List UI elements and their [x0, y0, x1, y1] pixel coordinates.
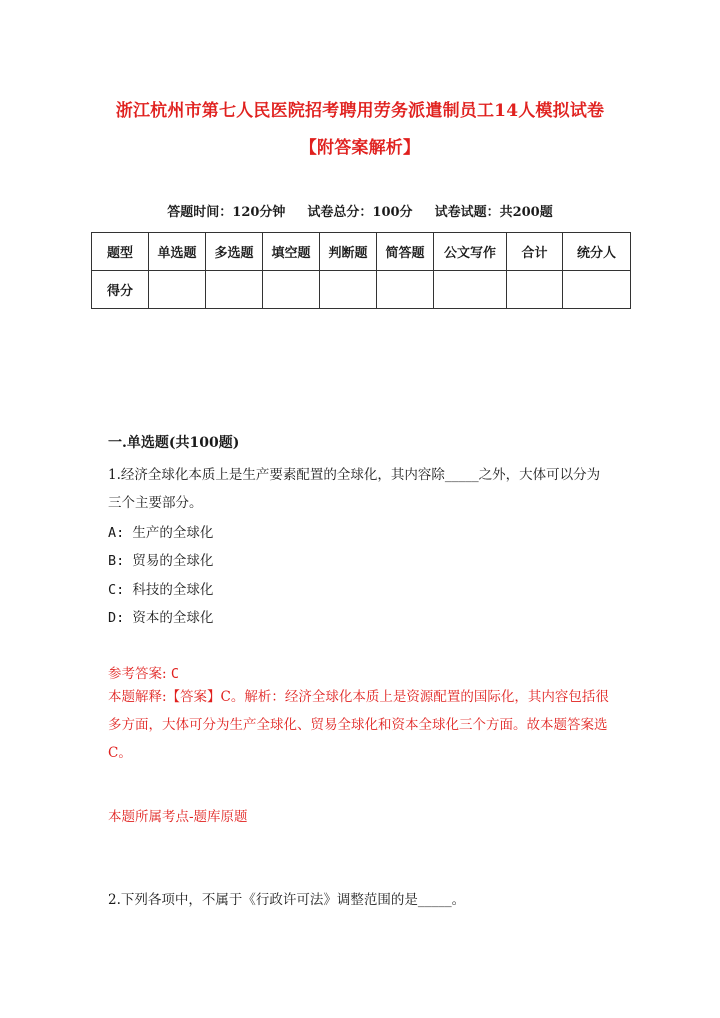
exam-question-count: 试卷试题：共200题 [434, 205, 553, 220]
score-cell [149, 271, 206, 309]
score-table-header: 判断题 [320, 233, 377, 271]
answer-value: C [170, 666, 179, 682]
score-cell [507, 271, 563, 309]
score-table-header: 合计 [507, 233, 563, 271]
score-cell [377, 271, 434, 309]
exam-time: 答题时间：120分钟 [167, 205, 286, 220]
score-table-header: 简答题 [377, 233, 434, 271]
question-1-explanation: 本题解释:【答案】C。解析：经济全球化本质上是资源配置的国际化，其内容包括很多方面，大体可分为生产全球化、贸易全球化和资本全球化三个方面。故本题答案选C。 [108, 689, 609, 761]
option-key: A: [108, 525, 125, 541]
score-cell [434, 271, 507, 309]
score-table-header: 多选题 [206, 233, 263, 271]
document-subtitle: 【附答案解析】 [299, 138, 421, 158]
score-table-header-row [92, 233, 631, 271]
score-table-score-row [92, 271, 631, 309]
score-table [91, 232, 631, 309]
answer-label: 参考答案: [108, 666, 167, 682]
question-1-option-a [108, 521, 213, 541]
question-1-option-b [108, 549, 213, 569]
exam-meta [0, 201, 720, 220]
question-1-option-c [108, 578, 213, 598]
question-1-option-d [108, 606, 213, 626]
question-1-stem: 1.经济全球化本质上是生产要素配置的全球化，其内容除_____之外，大体可以分为三个主要部分。 [108, 467, 601, 511]
option-key: C: [108, 582, 125, 598]
document-title: 浙江杭州市第七人民医院招考聘用劳务派遣制员工14人模拟试卷 [115, 101, 605, 121]
score-table-header: 单选题 [149, 233, 206, 271]
score-table-header: 填空题 [263, 233, 320, 271]
score-cell [563, 271, 631, 309]
option-text: 生产的全球化 [132, 525, 214, 541]
score-table-header: 统分人 [563, 233, 631, 271]
option-text: 资本的全球化 [132, 610, 214, 626]
section-heading: 一.单选题(共100题) [108, 435, 240, 451]
option-key: D: [108, 610, 125, 626]
question-2-stem: 2.下列各项中，不属于《行政许可法》调整范围的是_____。 [108, 892, 466, 908]
option-text: 科技的全球化 [132, 582, 214, 598]
score-cell [320, 271, 377, 309]
score-table-header: 公文写作 [434, 233, 507, 271]
score-row-label: 得分 [92, 271, 149, 309]
score-cell [263, 271, 320, 309]
option-key: B: [108, 553, 125, 569]
question-1-knowledge-point: 本题所属考点-题库原题 [108, 809, 248, 825]
option-text: 贸易的全球化 [132, 553, 214, 569]
question-1-answer [108, 662, 179, 682]
score-cell [206, 271, 263, 309]
exam-total-score: 试卷总分：100分 [307, 205, 413, 220]
score-table-header: 题型 [92, 233, 149, 271]
